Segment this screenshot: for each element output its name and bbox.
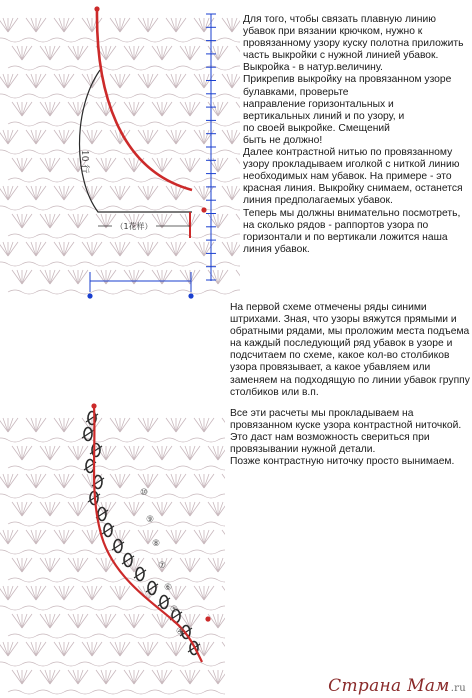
decrease-curve — [97, 10, 192, 190]
instruction-paragraph-1: Для того, чтобы связать плавную линию убавок при вязании крючком, нужно к провязанному узору куску полотна приложить часть выкройки с нужной линией убавок. Выкройка - в натур.величину. Прикрепив выкройку на провязанном узоре булавками, проверьте направление горизонтальных и вертикальных линий и по узору, и по своей выкройке. Смещений быть не должно! Далее контрастной нитью по провязанному узору прокладываем иголкой с ниткой линию необходимых нам убавок. На примере - это красная линия. Выкройку снимаем, останется линия предполагаемых убавок. Теперь мы должны внимательно посмотреть, на сколько рядов - раппортов узора по горизонтали и по вертикали ложится наша линия убавок. — [243, 14, 464, 255]
crochet-pattern-grid — [0, 18, 240, 294]
red-pin-right — [201, 207, 206, 212]
red-pin-top — [94, 6, 99, 11]
red-pin-bottom — [205, 616, 210, 621]
instruction-paragraph-2: На первой схеме отмечены ряды синими штрихами. Зная, что узоры вяжутся прямыми и обратными рядами, мы проложим места подъема на каждый последующий ряд убавок в узоре и подсчитаем по схеме, какое кол-во столбиков узора провязывает, а какое убавляем или заменяем на подходящую по линии убавок группу столбиков или в.п. — [230, 302, 470, 398]
vertical-rows-label: 10 行 — [79, 150, 89, 174]
row-number: ⑧ — [152, 539, 161, 549]
blue-pin-right — [188, 293, 193, 298]
red-pin-top — [91, 403, 96, 408]
site-watermark — [328, 676, 466, 696]
row-number: ⑨ — [146, 515, 155, 525]
row-ticks — [206, 14, 216, 280]
watermark-name: Страна Мам — [328, 676, 450, 696]
crochet-chart-1 — [0, 0, 240, 300]
instruction-paragraph-3: Все эти расчеты мы прокладываем на провязанном куске узора контрастной ниточкой. Это даст нам возможность свериться при провязывании нужной детали. Позже контрастную ниточку просто вынимаем. — [230, 408, 462, 468]
row-number: ⑥ — [164, 583, 173, 593]
row-number: ⑤ — [170, 605, 179, 615]
watermark-suffix: .ru — [450, 683, 466, 694]
row-number: ④ — [176, 627, 185, 637]
row-number: ⑦ — [158, 561, 167, 571]
crochet-chart-2 — [0, 400, 225, 698]
repeat-label: （1花样） — [115, 222, 153, 231]
row-number: ⑩ — [140, 488, 149, 498]
blue-pin-left — [87, 293, 92, 298]
